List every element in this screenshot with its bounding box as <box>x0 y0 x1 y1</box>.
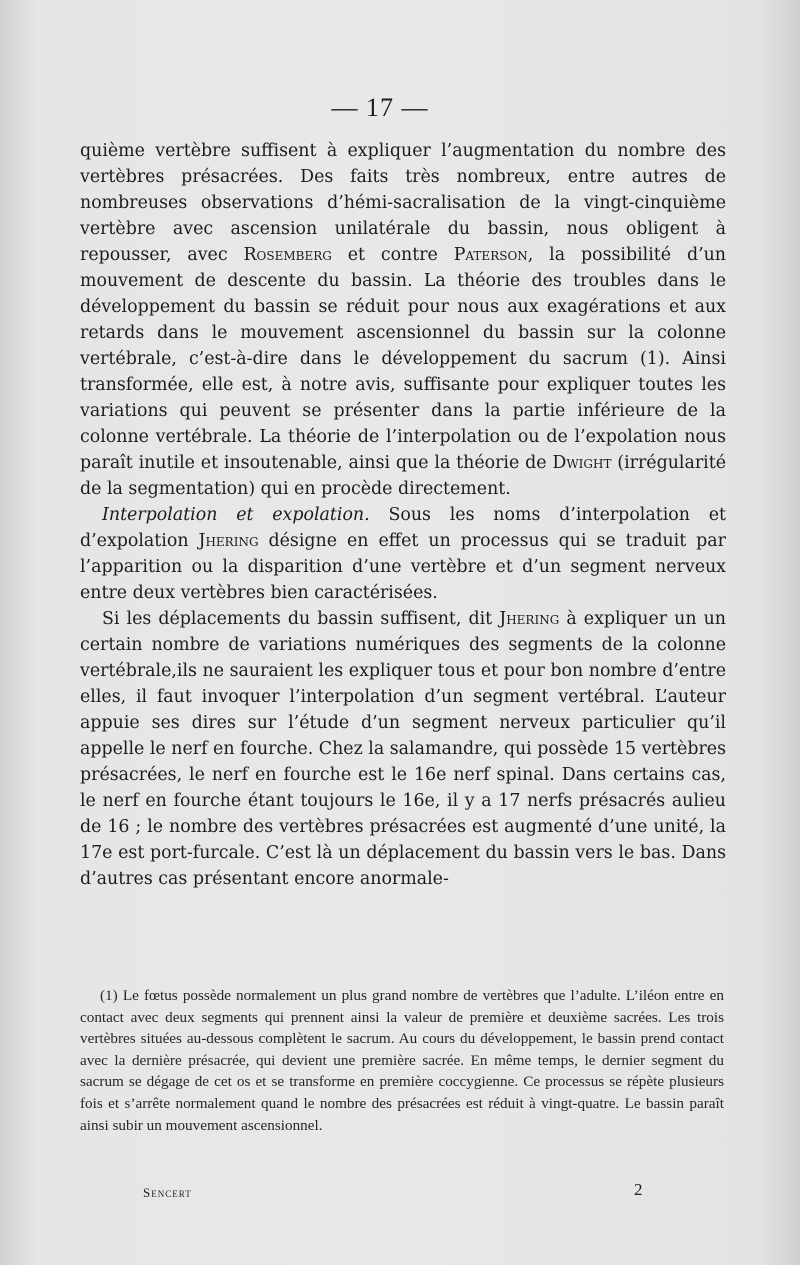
footnote <box>80 985 724 1136</box>
author-name-rosemberg: Rosemberg <box>243 245 332 265</box>
footnote-1: (1) Le fœtus possède normalement un plus grand nombre de vertèbres que l’adulte. L’iléon entre en contact avec deux segments qui prennent ainsi la valeur de première et deuxième sacrées. Les trois vertèbres situées au-dessous complètent le sacrum. Au cours du développement, le bassin prend contact avec la dernière présacrée, qui devient une première sacrée. En même temps, le dernier segment du sacrum se dégage de cet os et se transforme en première coccygienne. Ce processus se répète plusieurs fois et s’arrête normalement quand le nombre des présacrées est réduit à vingt-quatre. Le bassin paraît ainsi subir un mouvement ascensionnel. <box>80 987 724 1134</box>
paragraph-3-text-2: à expliquer un un certain nombre de variations numériques des segments de la colonne vertébrale,ils ne sauraient les expliquer tous et pour bon nombre d’entre elles, il faut invoquer l’interpolation d’un segment vertébral. L’auteur appuie ses dires sur l’étude d’un segment nerveux particulier qu’il appelle le nerf en fourche. Chez la salamandre, qui possède 15 vertèbres présacrées, le nerf en fourche est le 16e nerf spinal. Dans certains cas, le nerf en fourche étant toujours le 16e, il y a 17 nerfs présacrés aulieu de 16 ; le nombre des vertèbres présacrées est augmenté d’une unité, la 17e est port-furcale. C’est là un déplacement du bassin vers le bas. Dans d’autres cas présentant encore anormale- <box>80 609 726 889</box>
signature-sheet-number: 2 <box>634 1180 643 1199</box>
main-text <box>80 138 726 892</box>
author-name-jhering-2: Jhering <box>499 609 560 629</box>
paragraph-2 <box>80 502 726 606</box>
paragraph-2-text: Sous les noms d’interpolation et d’expolation <box>80 505 727 551</box>
page-number: — 17 — <box>331 93 429 122</box>
section-heading-interpolation: Interpolation et expolation. <box>102 505 370 525</box>
author-name-dwight: Dwight <box>552 453 612 473</box>
paragraph-1 <box>80 138 726 502</box>
paragraph-1-text-4: (irrégularité de la segmentation) qui en procède directement. <box>80 453 726 499</box>
paragraph-3-text: Si les déplacements du bassin suffisent, dit <box>102 609 500 629</box>
signature-author: Sencert <box>143 1185 192 1200</box>
paragraph-1-text-2: et contre <box>331 245 454 265</box>
paragraph-1-text-3: , la possibilité d’un mouvement de descente du bassin. La théorie des troubles dans le développement du bassin se réduit pour nous aux exagérations et aux retards dans le mouvement ascensionnel du bassin sur la colonne vertébrale, c’est-à-dire dans le développement du sacrum (1). Ainsi transformée, elle est, à notre avis, suffisante pour expliquer toutes les variations qui peuvent se présenter dans la partie inférieure de la colonne vertébrale. La théorie de l’interpolation ou de l’expolation nous paraît inutile et insoutenable, ainsi que la théorie de <box>80 245 727 473</box>
author-name-jhering: Jhering <box>198 531 259 551</box>
paragraph-3 <box>80 606 726 892</box>
paragraph-2-text-2: désigne en effet un processus qui se traduit par l’apparition ou la disparition d’une vertèbre et d’un segment nerveux entre deux vertèbres bien caractérisées. <box>80 531 726 603</box>
author-name-paterson: Paterson <box>453 245 528 265</box>
paragraph-1-text: quième vertèbre suffisent à expliquer l’augmentation du nombre des vertèbres présacrées. Des faits très nombreux, entre autres de nombreuses observations d’hémi-sacralisation de la vingt-cinquième vertèbre avec ascension unilatérale du bassin, nous obligent à repousser, avec <box>80 141 726 265</box>
